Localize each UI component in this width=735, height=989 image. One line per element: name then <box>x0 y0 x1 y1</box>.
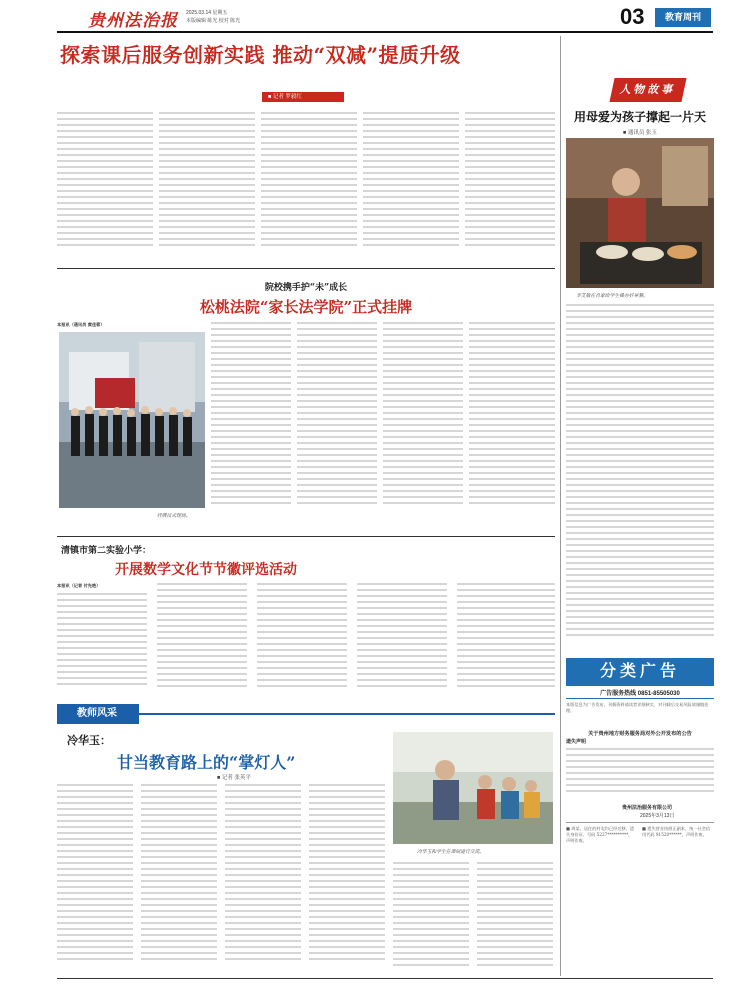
masthead-date: 2025.03.14 星期五 <box>186 10 228 16</box>
masthead <box>0 0 735 34</box>
teacher-section-text: 教师风采 <box>77 708 117 719</box>
lead-byline-bar <box>262 92 344 102</box>
festival-article <box>57 539 555 699</box>
lead-col-4 <box>363 112 459 254</box>
teacher-col-3 <box>225 784 301 969</box>
classified-intro <box>566 702 714 726</box>
teacher-col-2 <box>141 784 217 969</box>
news-col-1 <box>211 322 291 512</box>
news-dateline <box>57 322 105 332</box>
lead-col-3 <box>261 112 357 254</box>
teacher-name-label: 冷华玉： <box>67 734 111 747</box>
teacher-headline: 甘当教育路上的“掌灯人” <box>117 753 296 772</box>
teacher-photo <box>393 732 553 844</box>
news-photo-image <box>59 332 205 508</box>
section-tab <box>655 8 711 27</box>
festival-kicker: 清镇市第二实验小学： <box>61 546 152 556</box>
lead-col-2 <box>159 112 255 254</box>
festival-dateline <box>57 583 127 593</box>
people-col-1 <box>566 304 714 644</box>
lead-article <box>57 36 555 266</box>
classified-title-bar <box>566 658 714 686</box>
classified-notice-title: 关于贵州地方财务服务局对外公开发布的公告 <box>588 731 692 737</box>
classified-title: 分类广告 <box>599 663 680 680</box>
page-number: 03 <box>620 4 645 29</box>
people-column <box>566 36 714 646</box>
classified-intro-text: 本版信息为广告发布，刊载资料请读者详细核实，对刊载后交易风险请谨慎处理。 <box>566 702 709 714</box>
classified-date: 2025年3月13日 <box>640 813 675 819</box>
news-kicker: 院校携手护“未”成长 <box>264 283 348 293</box>
teacher-section-rule <box>139 713 555 715</box>
classified-rule <box>566 698 714 699</box>
news-col-4 <box>469 322 555 512</box>
teacher-section-label <box>57 704 139 724</box>
divider-2 <box>57 536 555 537</box>
people-headline: 用母爱为孩子撑起一片天 <box>573 110 706 124</box>
classified-lost-left-text: ■ 周某，居住的村屯均已经迁移，遗失身份证，号码 5227**********，声明作废。 <box>566 826 635 844</box>
teacher-col-6 <box>477 862 553 970</box>
news-article <box>57 272 555 534</box>
lead-headline: 探索课后服务创新实践 推动“双减”提质升级 <box>60 43 461 67</box>
classified-lost-right <box>642 826 714 966</box>
classified <box>566 658 714 976</box>
teacher-col-5 <box>393 862 469 970</box>
masthead-logo: 贵州法治报 <box>88 11 178 31</box>
teacher-col-1 <box>57 784 133 969</box>
lead-col-1 <box>57 112 153 254</box>
festival-col-1 <box>57 593 147 693</box>
lead-col-5 <box>465 112 555 254</box>
classified-lost-right-text: ■ 遗失营业执照正副本，统一社会信用代码 91520******，声明作废。 <box>642 826 711 838</box>
people-photo <box>566 138 714 288</box>
people-photo-image <box>566 138 714 288</box>
classified-rule-2 <box>566 822 714 823</box>
teacher-column <box>57 704 555 974</box>
news-col-2 <box>297 322 377 512</box>
people-byline: ■ 通讯员 张玉 <box>623 130 657 136</box>
news-dateline-text: 本报讯（通讯员 黄佳蓉） <box>57 322 105 327</box>
classified-company: 贵州法治服务有限公司 <box>622 805 673 811</box>
bottom-rule <box>57 978 713 979</box>
classified-notice-sub: 遗失声明 <box>566 739 587 745</box>
teacher-photo-caption: 冷华玉和学生在课间进行交流。 <box>417 850 485 855</box>
teacher-col-4 <box>309 784 385 969</box>
section-tab-label: 教育周刊 <box>664 12 701 22</box>
festival-col-2 <box>157 583 247 693</box>
news-headline: 松桃法院“家长法学院”正式挂牌 <box>199 298 413 316</box>
people-banner-text: 人物故事 <box>618 84 678 96</box>
lead-byline: ■ 记者 罗毅红 <box>268 94 302 100</box>
festival-dateline-text: 本报讯（记者 付先艳） <box>57 583 101 588</box>
teacher-photo-image <box>393 732 553 844</box>
people-photo-caption: 李艾敏在自家给学生操办好早餐。 <box>576 294 648 299</box>
festival-col-4 <box>357 583 447 693</box>
festival-col-3 <box>257 583 347 693</box>
news-photo <box>59 332 205 508</box>
teacher-byline: ■ 记者 张英平 <box>217 775 251 781</box>
news-col-3 <box>383 322 463 512</box>
divider-1 <box>57 268 555 269</box>
classified-phone: 广告服务热线 0851-85505030 <box>600 691 680 697</box>
masthead-editors: 本版编辑 陈光 校对 陈光 <box>186 18 241 24</box>
classified-lost-left <box>566 826 636 966</box>
festival-headline: 开展数学文化节节徽评选活动 <box>115 562 297 578</box>
classified-notice-body <box>566 748 714 800</box>
people-banner <box>609 78 686 102</box>
festival-col-5 <box>457 583 555 693</box>
masthead-rule <box>57 31 713 33</box>
news-photo-caption: 挂牌仪式现场。 <box>157 514 191 519</box>
column-divider <box>560 36 561 976</box>
